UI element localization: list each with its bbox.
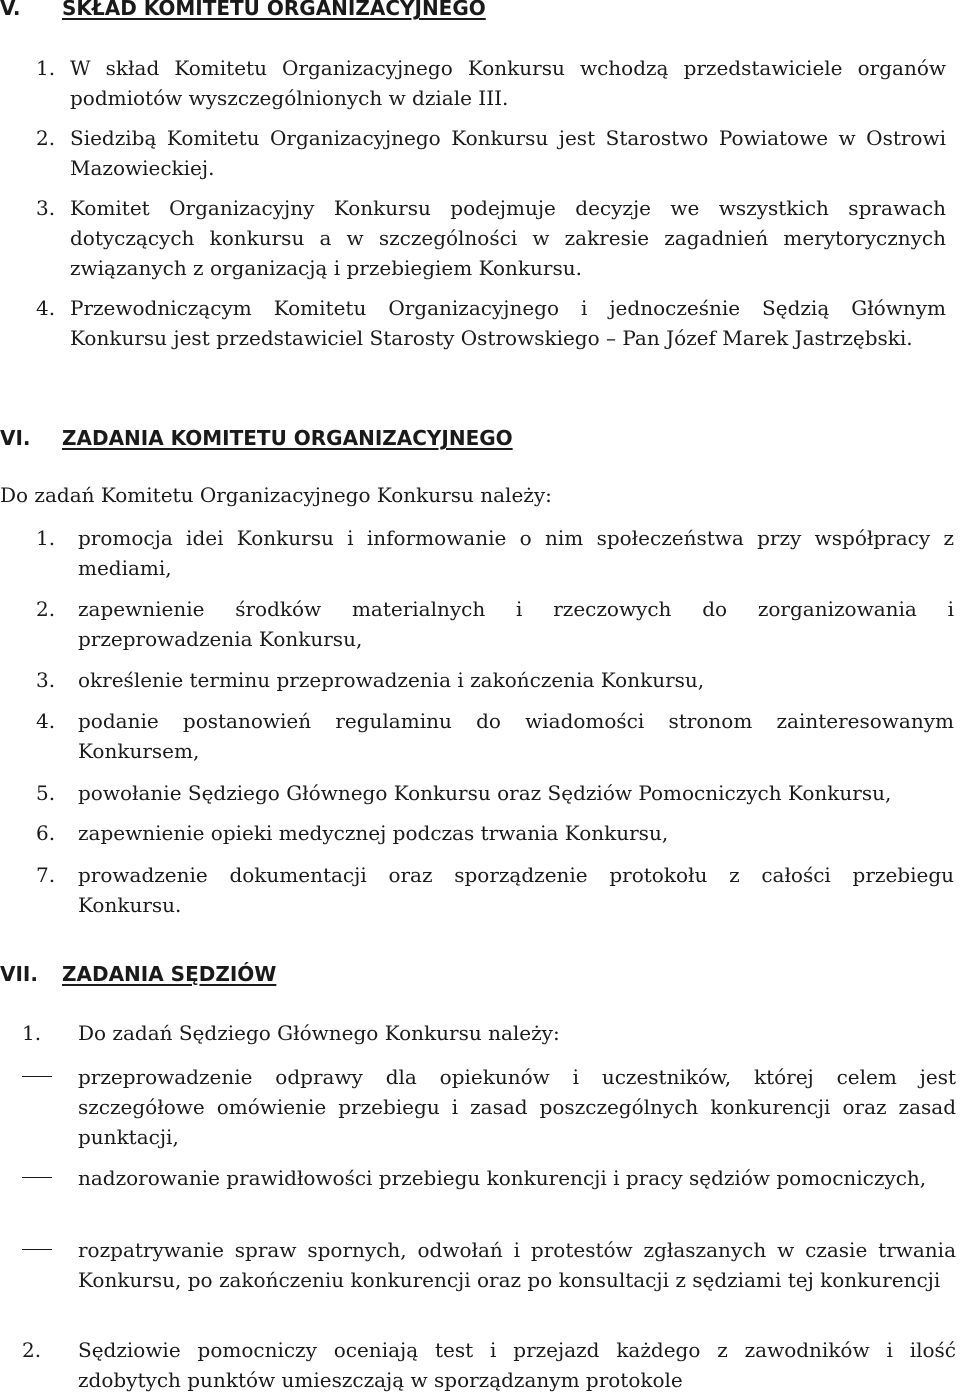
list-item-text: prowadzenie dokumentacji oraz sporządzenie protokołu z całości przebiegu Konkursu. — [78, 863, 954, 917]
list-item-text: Przewodniczącym Komitetu Organizacyjnego i jednocześnie Sędzią Głównym Konkursu jest przedstawiciel Starosty Ostrowskiego – Pan Józef Marek Jastrzębski. — [70, 296, 946, 350]
dash-icon — [22, 1076, 52, 1077]
list-item — [36, 665, 956, 695]
list-marker: 2. — [22, 1338, 42, 1362]
section-title: SKŁAD KOMITETU ORGANIZACYJNEGO — [62, 0, 486, 20]
list-marker: 2. — [36, 597, 56, 621]
section-number: VI. — [0, 426, 31, 450]
list-item — [36, 53, 946, 113]
section-vi-intro: Do zadań Komitetu Organizacyjnego Konkursu należy: — [0, 483, 552, 507]
list-item — [36, 778, 956, 808]
list-marker: 1. — [22, 1021, 42, 1045]
list-item-text: nadzorowanie prawidłowości przebiegu konkurencji i pracy sędziów pomocniczych, — [78, 1166, 927, 1190]
list-item — [22, 1335, 956, 1395]
list-item-text: promocja idei Konkursu i informowanie o nim społeczeństwa przy współpracy z mediami, — [78, 526, 954, 580]
list-item-text: Komitet Organizacyjny Konkursu podejmuje decyzje we wszystkich sprawach dotyczących konkursu a w szczególności w zakresie zagadnień merytorycznych związanych z organizacją i przebiegiem Konkursu. — [70, 196, 946, 280]
dash-marker — [22, 1062, 52, 1092]
list-marker: 5. — [36, 781, 56, 805]
list-item-text: zapewnienie opieki medycznej podczas trwania Konkursu, — [78, 821, 669, 845]
bullet-item — [22, 1062, 956, 1152]
list-item — [36, 123, 946, 183]
list-marker: 3. — [36, 668, 56, 692]
section-title: ZADANIA SĘDZIÓW — [62, 962, 277, 986]
section-vi-heading — [0, 426, 513, 450]
section-number: VII. — [0, 962, 38, 986]
list-item — [22, 1018, 956, 1048]
list-item — [36, 594, 956, 654]
list-item-text: przeprowadzenie odprawy dla opiekunów i uczestników, której celem jest szczegółowe omówienie przebiegu i zasad poszczególnych konkurencji oraz zasad punktacji, — [78, 1065, 956, 1149]
section-title: ZADANIA KOMITETU ORGANIZACYJNEGO — [62, 426, 513, 450]
list-item — [36, 293, 946, 383]
list-item-text: Do zadań Sędziego Głównego Konkursu należy: — [78, 1021, 560, 1045]
list-item-text: rozpatrywanie spraw spornych, odwołań i protestów zgłaszanych w czasie trwania Konkursu, po zakończeniu konkurencji oraz po konsultacji z sędziami tej konkurencji — [78, 1238, 956, 1292]
section-v-heading — [0, 0, 486, 20]
list-marker: 4. — [36, 296, 56, 320]
dash-icon — [22, 1249, 52, 1250]
list-item-text: Siedzibą Komitetu Organizacyjnego Konkursu jest Starostwo Powiatowe w Ostrowi Mazowieckiej. — [70, 126, 946, 180]
list-item-text: określenie terminu przeprowadzenia i zakończenia Konkursu, — [78, 668, 705, 692]
list-item — [36, 706, 956, 766]
list-marker: 1. — [36, 526, 56, 550]
list-item-text: podanie postanowień regulaminu do wiadomości stronom zainteresowanym Konkursem, — [78, 709, 954, 763]
bullet-item — [22, 1163, 956, 1223]
section-number: V. — [0, 0, 21, 20]
bullet-item — [22, 1235, 956, 1325]
dash-marker — [22, 1163, 52, 1193]
list-item-text: zapewnienie środków materialnych i rzeczowych do zorganizowania i przeprowadzenia Konkursu, — [78, 597, 954, 651]
list-marker: 7. — [36, 863, 56, 887]
list-marker: 1. — [36, 56, 56, 80]
list-marker: 2. — [36, 126, 56, 150]
list-item-text: W skład Komitetu Organizacyjnego Konkursu wchodzą przedstawiciele organów podmiotów wyszczególnionych w dziale III. — [70, 56, 946, 110]
list-marker: 3. — [36, 196, 56, 220]
list-item — [36, 860, 956, 920]
list-item — [36, 193, 946, 283]
list-item-text: powołanie Sędziego Głównego Konkursu oraz Sędziów Pomocniczych Konkursu, — [78, 781, 892, 805]
section-vii-heading — [0, 962, 276, 986]
list-item — [36, 818, 956, 848]
list-marker: 6. — [36, 821, 56, 845]
list-item-text: Sędziowie pomocniczy oceniają test i przejazd każdego z zawodników i ilość zdobytych punktów umieszczają w sporządzanym protokole — [78, 1338, 956, 1392]
dash-icon — [22, 1177, 52, 1178]
list-item — [36, 523, 956, 583]
list-marker: 4. — [36, 709, 56, 733]
dash-marker — [22, 1235, 52, 1265]
